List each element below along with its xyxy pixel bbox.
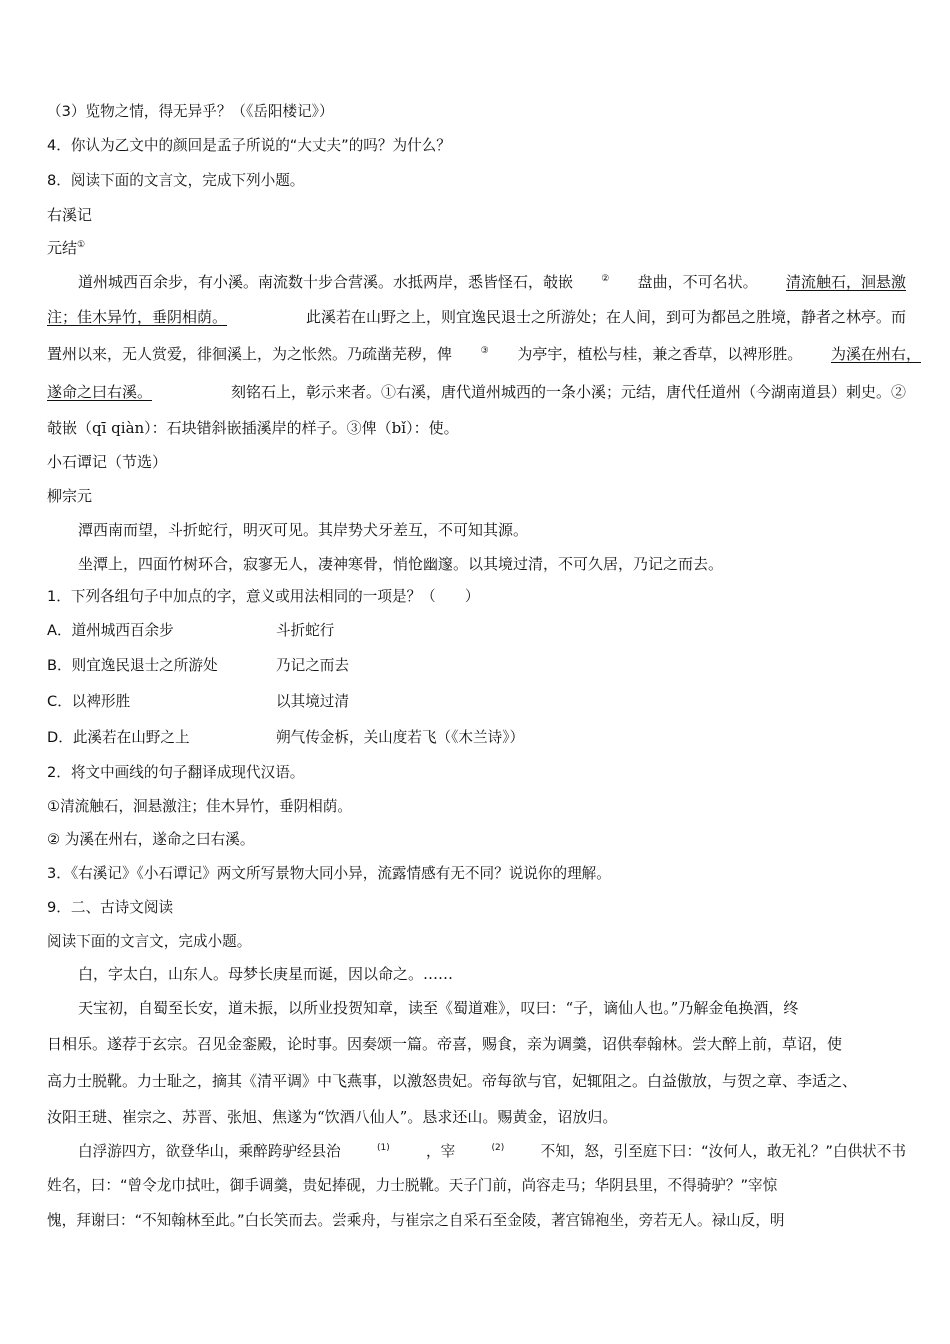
passage-1-title: 右溪记	[47, 206, 93, 224]
question-9-intro: 阅读下面的文言文，完成小题。	[47, 933, 252, 950]
passage-1-line-4: 遂命之曰右溪。 刻铭石上，彰示来者。①右溪，唐代道州城西的一条小溪；元结，唐代任道州（今湖南道县）刺史。②	[47, 383, 906, 401]
passage-1-author: 元结①	[47, 239, 86, 257]
question-3: 3．《右溪记》《小石谭记》两文所写景物大同小异，流露情感有无不同？说说你的理解。	[47, 865, 611, 882]
option-a: A．道州城西百余步 斗折蛇行	[47, 622, 335, 639]
option-b: B．则宜逸民退士之所游处 乃记之而去	[47, 657, 349, 674]
passage-3-line-6: 白浮游四方，欲登华山，乘醉跨驴经县治 $^{(1)}$ ，宰 $^{(2)}$ 不知，怒，引至庭下曰：“汝何人，敢无礼？”白供状不书	[78, 1143, 906, 1160]
passage-2-line-2: 坐潭上，四面竹树环合，寂寥无人，凄神寒骨，悄怆幽邃。以其境过清，不可久居，乃记之而去。	[78, 555, 724, 573]
passage-3-line-1: 白，字太白，山东人。母梦长庚星而诞，因以命之。……	[78, 965, 454, 983]
q3-item: （3）览物之情，得无异乎？（《岳阳楼记》）	[47, 103, 334, 120]
passage-3-line-8: 愧，拜谢曰：“不知翰林至此。”白长笑而去。尝乘舟，与崔宗之自采石至金陵，著宫锦袍坐，旁若无人。禄山反，明	[47, 1212, 785, 1229]
underlined-sentence: 遂命之曰右溪。	[47, 383, 153, 401]
question-2-item-1: ①清流触石，洄悬激注；佳木异竹，垂阴相荫。	[47, 798, 352, 815]
passage-2-title: 小石谭记（节选）	[47, 453, 168, 471]
question-2-item-2: ② 为溪在州右，遂命之曰右溪。	[47, 831, 255, 848]
option-c: C．以裨形胜 以其境过清	[47, 693, 349, 710]
footnote-marker: ②	[601, 274, 610, 284]
footnote-marker: (2)	[491, 1143, 505, 1154]
question-9-title: 9．二、古诗文阅读	[47, 899, 174, 916]
question-1: 1．下列各组句子中加点的字，意义或用法相同的一项是？（ ）	[47, 588, 480, 605]
underlined-sentence: 为溪在州右，	[830, 345, 921, 363]
passage-2-author: 柳宗元	[47, 487, 93, 505]
passage-1-line-1: 道州城西百余步，有小溪。南流数十步合营溪。水抵两岸，悉皆怪石，攲嵌 ② 盘曲，不可名状。 清流触石，洄悬激	[78, 273, 906, 291]
option-d: D．此溪若在山野之上 朔气传金柝，关山度若飞（《木兰诗》）	[47, 729, 525, 746]
passage-2-line-1: 潭西南而望，斗折蛇行，明灭可见。其岸势犬牙差互，不可知其源。	[78, 521, 529, 539]
question-2: 2．将文中画线的句子翻译成现代汉语。	[47, 764, 305, 781]
passage-1-line-5: 攲嵌（qī qiàn）：石块错斜嵌插溪岸的样子。③俾（bǐ）：使。	[47, 419, 459, 437]
passage-3-line-4: 高力士脱靴。力士耻之，摘其《清平调》中飞燕事，以激怒贵妃。帝每欲与官，妃辄阻之。白益傲放，与贺之章、李适之、	[47, 1072, 858, 1090]
passage-3-line-3: 日相乐。遂荐于玄宗。召见金銮殿，论时事。因奏颂一篇。帝喜，赐食，亲为调羹，诏供奉翰林。尝大醉上前，草诏，使	[47, 1035, 843, 1053]
question-4: 4．你认为乙文中的颜回是孟子所说的“大丈夫”的吗？为什么？	[47, 137, 451, 154]
passage-3-line-2: 天宝初，自蜀至长安，道未振，以所业投贺知章，读至《蜀道难》，叹曰：“子，谪仙人也。”乃解金龟换酒，终	[78, 999, 799, 1017]
footnote-marker: ③	[480, 346, 489, 356]
footnote-marker: (1)	[377, 1143, 390, 1154]
underlined-sentence: 注；佳木异竹，垂阴相荫。	[47, 308, 228, 326]
footnote-marker: ①	[77, 240, 86, 250]
passage-3-line-5: 汝阳王琎、崔宗之、苏晋、张旭、焦遂为“饮酒八仙人”。恳求还山。赐黄金，诏放归。	[47, 1108, 618, 1126]
passage-3-line-7: 姓名，曰：“曾令龙巾拭吐，御手调羹，贵妃捧砚，力士脱靴。天子门前，尚容走马；华阴县里，不得骑驴？”宰惊	[47, 1177, 778, 1194]
passage-1-line-2: 注；佳木异竹，垂阴相荫。 此溪若在山野之上，则宜逸民退士之所游处；在人间，到可为都邑之胜境，静者之林亭。而	[47, 308, 906, 326]
underlined-sentence: 清流触石，洄悬激	[785, 273, 906, 291]
passage-1-line-3: 置州以来，无人赏爱，徘徊溪上，为之怅然。乃疏凿芜秽，俾 ③ 为亭宇，植松与桂，兼之香草，以裨形胜。 为溪在州右，	[47, 345, 921, 363]
question-8-title: 8．阅读下面的文言文，完成下列小题。	[47, 172, 305, 189]
